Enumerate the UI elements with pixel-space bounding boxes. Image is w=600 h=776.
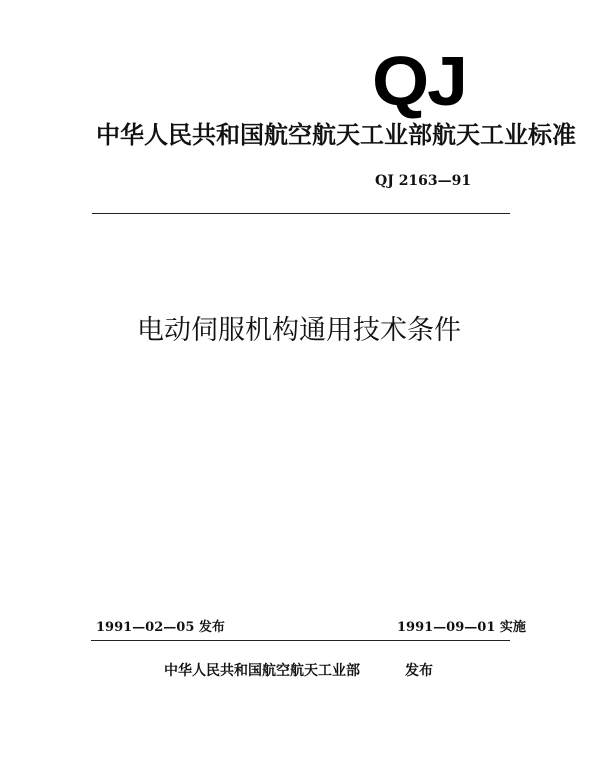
publish-date: 1991—02—05 发布 [96,620,225,635]
issuing-authority: 中华人民共和国航空航天工业部 [164,663,360,679]
bottom-divider [91,640,510,641]
standard-title: 中华人民共和国航空航天工业部航天工业标准 [96,121,576,149]
qj-logo: QJ [372,42,466,120]
top-divider [92,213,510,214]
implement-date: 1991—09—01 实施 [397,620,526,635]
issue-label: 发布 [405,663,433,679]
document-title: 电动伺服机构通用技术条件 [137,315,461,346]
standard-number: QJ 2163—91 [375,173,472,189]
